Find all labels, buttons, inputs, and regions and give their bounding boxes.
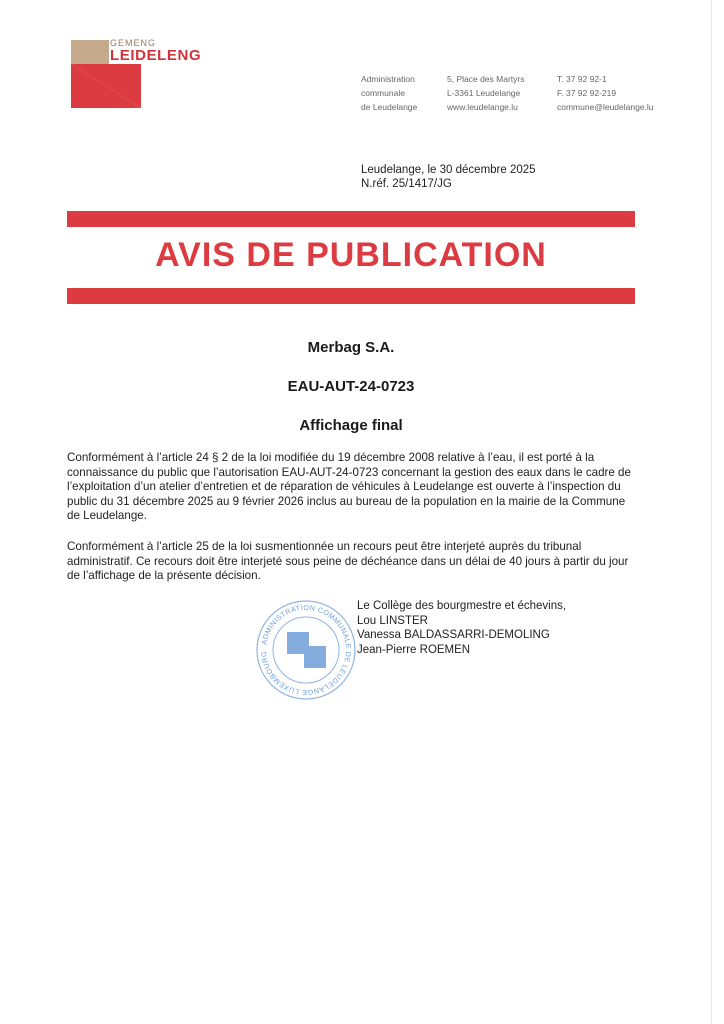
signature-name: Lou LINSTER [357,614,428,627]
signature-name: Vanessa BALDASSARRI-DEMOLING [357,629,550,641]
address-col-contact: T. 37 92 92-1 F. 37 92 92-219 commune@leudelange.lu [557,74,654,112]
paragraph-publication: Conformément à l’article 24 § 2 de la loi modifiée du 19 décembre 2008 relative à l’eau, il est porté à la connaissance du public que l’autorisation EAU-AUT-24-0723 concernant la gestion des eaux dans le cadre de l’exploitation d’un atelier d’entretien et de réparation de véhicules à Leudelange est ouverte à l’inspection du public du 31 décembre 2025 au 9 février 2026 inclus au bureau de la population en la mairie de la Commune de Leudelange. [67,451,631,522]
date-reference [361,163,536,191]
title-bar-bottom [67,288,635,304]
title-bar-top [67,211,635,227]
authorization-reference: EAU-AUT-24-0723 [287,378,415,395]
signature-name: Jean-Pierre ROEMEN [357,643,471,656]
subtitle: Affichage final [299,417,403,434]
date-line: Leudelange, le 30 décembre 2025 [361,164,536,176]
page-edge [711,0,712,1024]
commune-seal-stamp [254,598,358,702]
svg-text:ADMINISTRATION COMMUNALE DE LE: ADMINISTRATION COMMUNALE DE LEUDELANGE LUXEMBOURG [258,602,354,698]
page-title: AVIS DE PUBLICATION [155,236,547,274]
logo-big-text: LEIDELENG [110,47,202,64]
signature-college: Le Collège des bourgmestre et échevins, [357,600,567,612]
logo-small-text: GEMENG [110,38,157,48]
logo-wordmark [110,38,201,64]
paragraph-recourse: Conformément à l’article 25 de la loi susmentionnée un recours peut être interjeté auprès du tribunal administratif. Ce recours doit être interjeté sous peine de déchéance dans un délai de 40 jours à partir du jour de l’affichage de la présente décision. [67,540,629,582]
reference-line: N.réf. 25/1417/JG [361,178,452,190]
company-name: Merbag S.A. [307,339,395,356]
address-col-location: 5, Place des Martyrs L-3361 Leudelange www.leudelange.lu [447,74,525,112]
address-col-administration: Administration communale de Leudelange [361,74,418,112]
signature-block [357,599,566,657]
